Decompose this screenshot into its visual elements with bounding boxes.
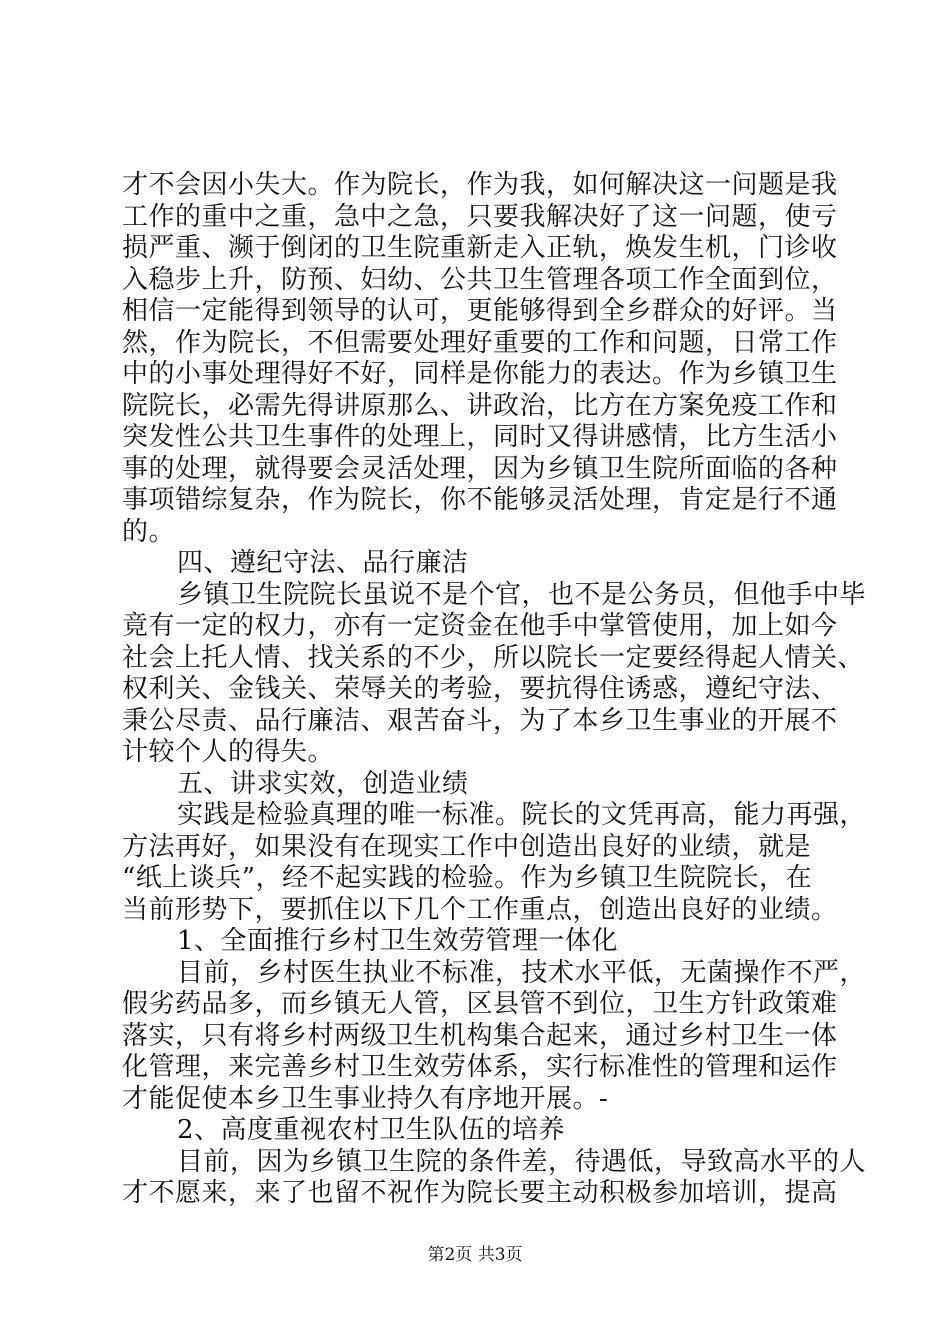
- text-line: 目前，因为乡镇卫生院的条件差，待遇低，导致高水平的人: [177, 1146, 867, 1177]
- text-line: 才能促使本乡卫生事业持久有序地开展。-: [122, 1083, 609, 1114]
- text-line: 工作的重中之重，急中之急，只要我解决好了这一问题，使亏: [122, 201, 838, 232]
- text-line: 事项错综复杂，作为院长，你不能够灵活处理，肯定是行不通: [122, 485, 838, 515]
- document-body: [122, 170, 867, 1210]
- text-line: 当前形势下，要抓住以下几个工作重点，创造出良好的业绩。: [122, 894, 838, 925]
- text-line: 才不会因小失大。作为院长，作为我，如何解决这一问题是我: [122, 170, 838, 200]
- text-line: “纸上谈兵”，经不起实践的检验。作为乡镇卫生院院长，在: [122, 863, 813, 893]
- text-line: 才不愿来，来了也留不祝作为院长要主动积极参加培训，提高: [122, 1178, 838, 1208]
- text-line: 五、讲求实效，创造业绩: [177, 768, 469, 799]
- text-line: 然，作为院长，不但需要处理好重要的工作和问题，日常工作: [122, 327, 838, 358]
- text-line: 事的处理，就得要会灵活处理，因为乡镇卫生院所面临的各种: [122, 453, 838, 484]
- text-line: 秉公尽责、品行廉洁、艰苦奋斗，为了本乡卫生事业的开展不: [122, 705, 838, 736]
- text-line: 1、全面推行乡村卫生效劳管理一体化: [177, 926, 619, 956]
- text-line: 2、高度重视农村卫生队伍的培养: [177, 1115, 566, 1145]
- text-line: 乡镇卫生院院长虽说不是个官，也不是公务员，但他手中毕: [177, 579, 867, 610]
- text-line: 目前，乡村医生执业不标准，技术水平低，无菌操作不严，: [177, 957, 867, 988]
- text-line: 的。: [122, 516, 176, 547]
- text-line: 落实，只有将乡村两级卫生机构集合起来，通过乡村卫生一体: [122, 1020, 838, 1051]
- text-line: 四、遵纪守法、品行廉洁: [177, 548, 469, 578]
- text-line: 假劣药品多，而乡镇无人管，区县管不到位，卫生方针政策难: [122, 989, 838, 1019]
- text-line: 计较个人的得失。: [122, 737, 335, 767]
- text-line: 方法再好，如果没有在现实工作中创造出良好的业绩，就是: [122, 831, 812, 862]
- text-line: 社会上托人情、找关系的不少，所以院长一定要经得起人情关、: [122, 642, 865, 673]
- text-line: 权利关、金钱关、荣辱关的考验，要抗得住诱惑，遵纪守法、: [122, 674, 838, 704]
- text-line: 损严重、濒于倒闭的卫生院重新走入正轨，焕发生机，门诊收: [122, 233, 838, 263]
- text-line: 院院长，必需先得讲原那么、讲政治，比方在方案免疫工作和: [122, 390, 838, 421]
- page-footer: 第2页 共3页: [427, 1245, 523, 1265]
- text-line: 化管理，来完善乡村卫生效劳体系，实行标准性的管理和运作: [122, 1052, 838, 1082]
- text-line: 入稳步上升，防预、妇幼、公共卫生管理各项工作全面到位，: [122, 264, 838, 295]
- text-line: 竟有一定的权力，亦有一定资金在他手中掌管使用，加上如今: [122, 611, 838, 641]
- text-line: 相信一定能得到领导的认可，更能够得到全乡群众的好评。当: [122, 296, 838, 326]
- text-line: 实践是检验真理的唯一标准。院长的文凭再高，能力再强，: [177, 800, 867, 830]
- text-line: 突发性公共卫生事件的处理上，同时又得讲感情，比方生活小: [122, 422, 838, 452]
- text-line: 中的小事处理得好不好，同样是你能力的表达。作为乡镇卫生: [122, 359, 838, 389]
